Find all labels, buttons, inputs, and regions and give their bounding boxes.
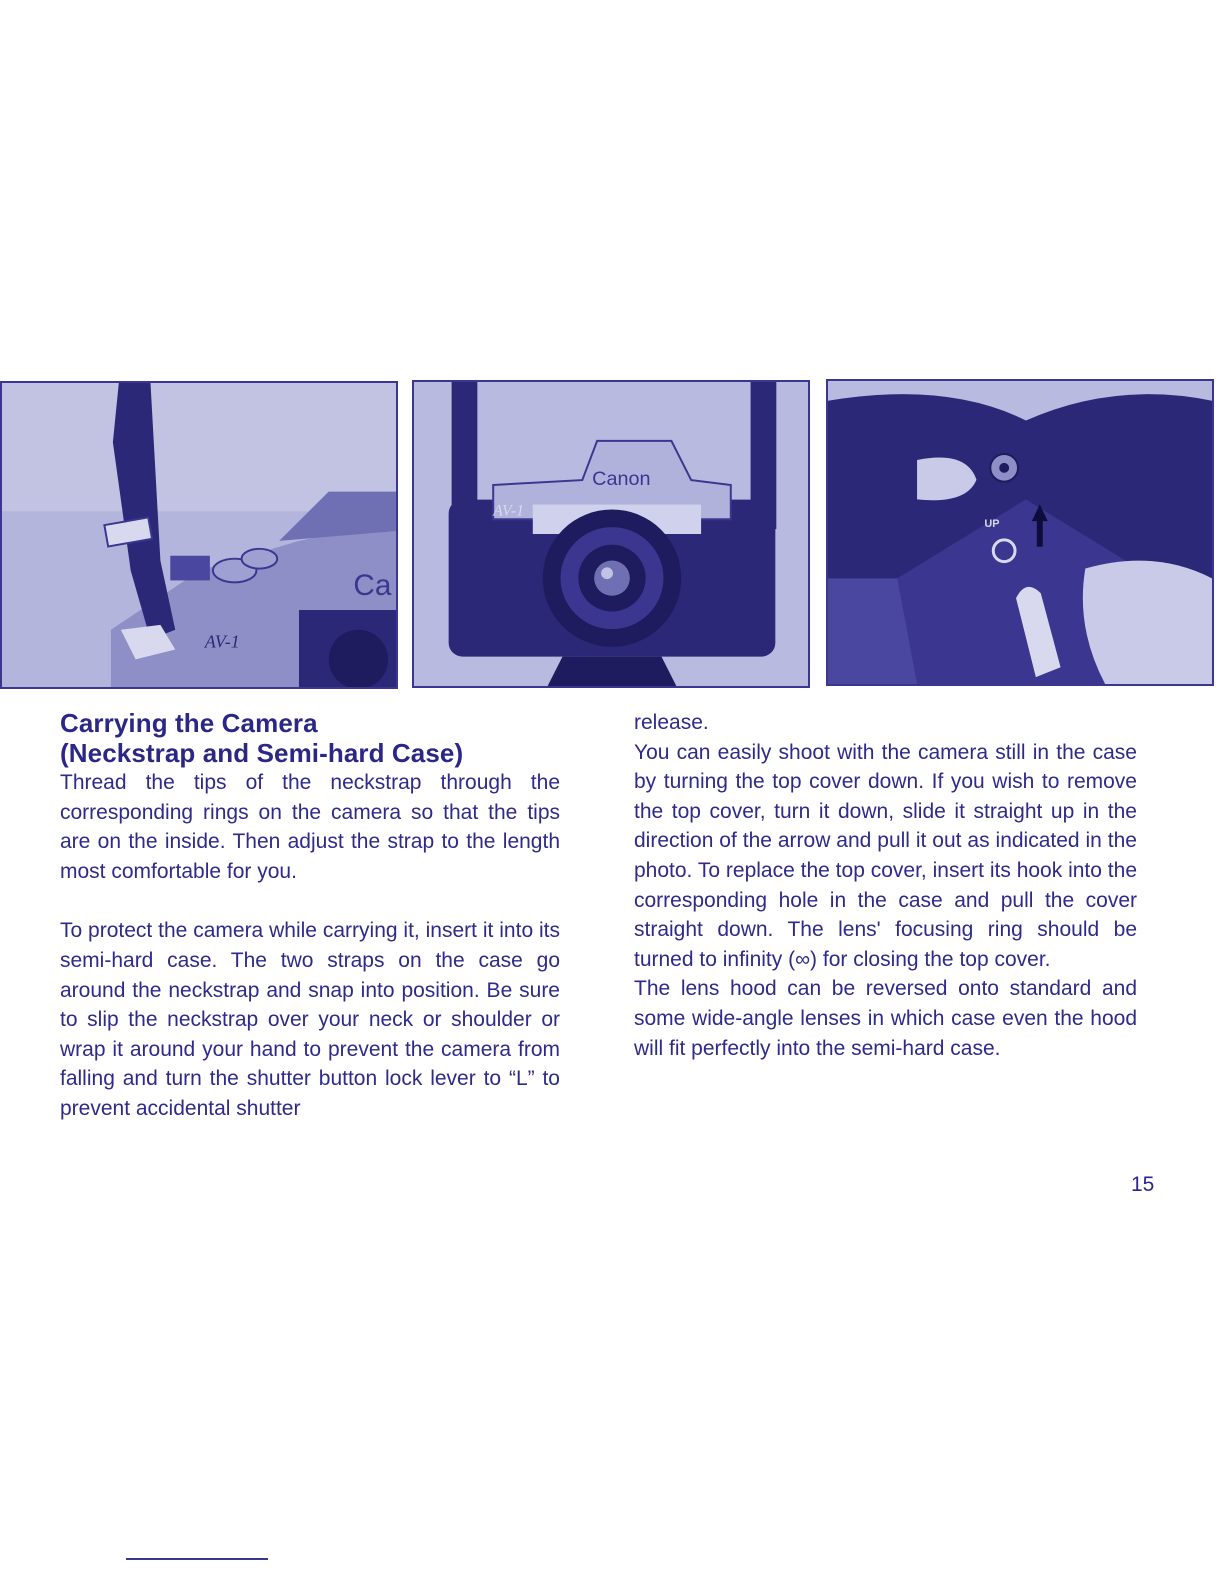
case-cover-illustration bbox=[828, 381, 1212, 684]
right-column bbox=[634, 708, 1137, 1063]
section-heading-line1: Carrying the Camera bbox=[60, 708, 318, 738]
left-column bbox=[60, 708, 560, 1124]
paragraph-protect-camera: To protect the camera while carrying it, insert it into its semi-hard case. The two straps on the case go around the neckstrap and snap into position. Be sure to slip the neckstrap over your neck or shoulder or wrap it around your hand to prevent the camera from falling and turn the shutter button lock lever to “L” to prevent accidental shutter bbox=[60, 919, 560, 1120]
photo-camera-front bbox=[412, 380, 810, 688]
page-number: 15 bbox=[1131, 1173, 1155, 1196]
footer-rule bbox=[126, 1558, 268, 1560]
paragraph-release: release. bbox=[634, 711, 709, 734]
camera-front-illustration bbox=[414, 382, 808, 686]
camera-brand-text: Ca bbox=[353, 569, 392, 603]
photo-neckstrap-attachment bbox=[0, 381, 398, 689]
up-label-text: UP bbox=[984, 518, 1000, 531]
photo-case-top-cover bbox=[826, 379, 1214, 686]
camera-model-text: AV-1 bbox=[493, 502, 525, 520]
section-heading-line2: (Neckstrap and Semi-hard Case) bbox=[60, 738, 464, 768]
paragraph-thread-strap: Thread the tips of the neckstrap through the corresponding rings on the camera so that the tips are on the inside. Then adjust the strap to the length most comfortable for you. bbox=[60, 771, 560, 883]
camera-brand-text: Canon bbox=[592, 468, 651, 490]
paragraph-top-cover: You can easily shoot with the camera still in the case by turning the top cover down. If you wish to remove the top cover, turn it down, slide it straight up in the direction of the arrow and pull it out as indicated in the photo. To replace the top cover, insert its hook into the corresponding hole in the case and pull the cover straight down. The lens' focusing ring should be turned to infinity (∞) for closing the top cover. bbox=[634, 740, 1137, 971]
camera-model-text: AV-1 bbox=[204, 631, 240, 652]
paragraph-lens-hood: The lens hood can be reversed onto standard and some wide-angle lenses in which case even the hood will fit perfectly into the semi-hard case. bbox=[634, 977, 1137, 1060]
camera-strap-illustration bbox=[2, 383, 396, 687]
